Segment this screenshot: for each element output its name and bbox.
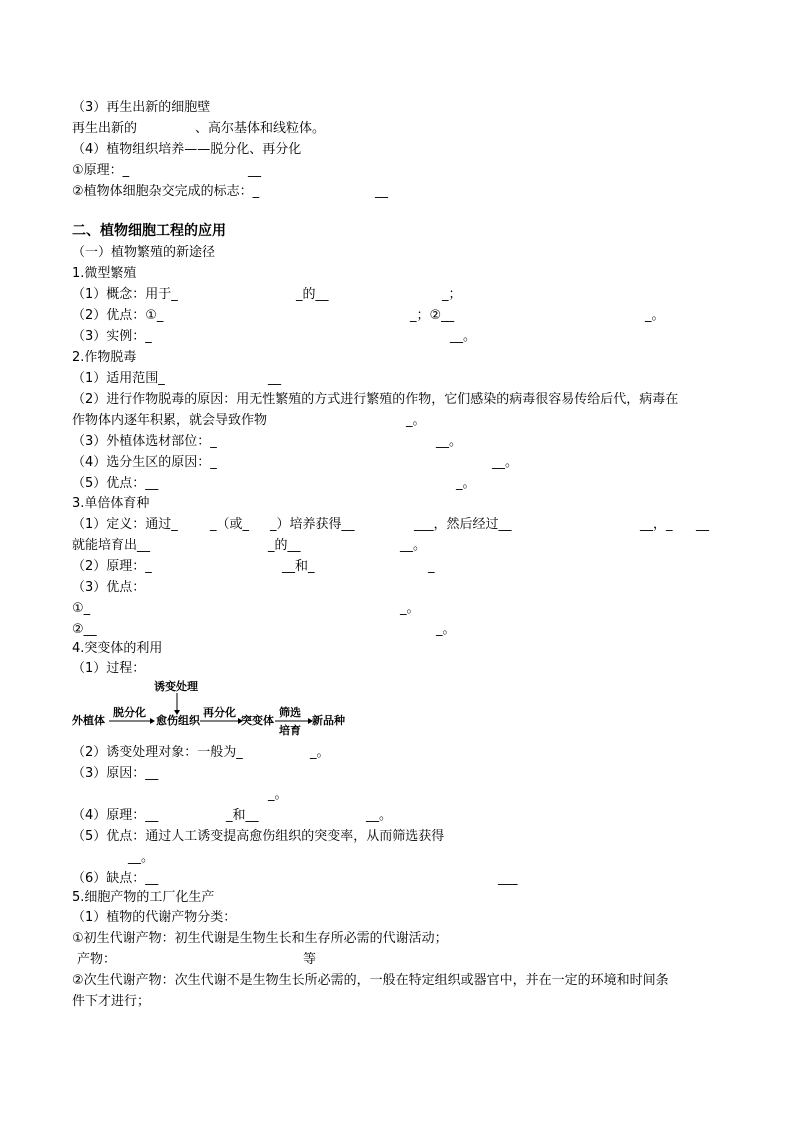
text-line: （5）优点：通过人工诱变提高愈伤组织的突变率，从而筛选获得 <box>72 829 445 844</box>
text-line: （2）进行作物脱毒的原因：用无性繁殖的方式进行繁殖的作物，它们感染的病毒很容易传给后代，病毒在 <box>72 392 679 407</box>
section-heading: 二、植物细胞工程的应用 <box>72 223 226 239</box>
flow-edge-redifferentiation: 再分化 <box>203 706 236 719</box>
text-line: 2.作物脱毒 <box>72 350 137 365</box>
text-line: （1）植物的代谢产物分类： <box>72 910 237 925</box>
text-line: （2）优点：①_ _；②__ _。 <box>72 308 665 323</box>
text-line: （2）诱变处理对象：一般为_ _。 <box>72 745 330 760</box>
text-line: 产物： 等 <box>77 952 317 967</box>
text-line: 1.微型繁殖 <box>72 266 137 281</box>
text-line: ②__ _。 <box>72 622 456 637</box>
text-line: （1）适用范围_ __ <box>72 371 281 386</box>
text-line: （5）优点：__ _。 <box>72 476 476 491</box>
text-line: __。 <box>128 850 155 865</box>
text-line: （2）原理：_ __和_ _ <box>72 559 435 574</box>
text-line: （4）植物组织培养——脱分化、再分化 <box>72 142 302 157</box>
text-line: 3.单倍体育种 <box>72 496 150 511</box>
text-line: ①_ _。 <box>72 601 420 616</box>
text-line: （3）实例：_ __。 <box>72 329 477 344</box>
text-line: （3）再生出新的细胞壁 <box>72 100 211 115</box>
text-line: 4.突变体的利用 <box>72 641 163 656</box>
flow-edge-screening: 筛选 <box>279 706 301 719</box>
text-line: （3）优点： <box>72 580 146 595</box>
flow-node-new-variety: 新品种 <box>312 714 345 727</box>
text-line: （1）概念：用于_ _的__ _； <box>72 287 462 302</box>
flow-node-explant: 外植体 <box>72 714 105 727</box>
text-line: 作物体内逐年积累，就会导致作物 _。 <box>72 413 426 428</box>
text-line: ②次生代谢产物：次生代谢不是生物生长所必需的，一般在特定组织或器官中，并在一定的环境和时间条 <box>72 973 669 988</box>
text-line: （1）过程： <box>72 661 146 676</box>
text-line: 5.细胞产物的工厂化生产 <box>72 890 215 905</box>
flow-treatment-label: 诱变处理 <box>154 680 198 693</box>
process-flow-diagram <box>72 678 372 738</box>
text-line: ②植物体细胞杂交完成的标志：_ __ <box>72 184 388 199</box>
text-line: （6）缺点：__ ___ <box>72 871 518 886</box>
text-line: 件下才进行； <box>72 994 151 1009</box>
text-line: 就能培育出__ _的__ __。 <box>72 538 427 553</box>
text-line: （一）植物繁殖的新途径 <box>72 245 216 260</box>
flow-node-callus: 愈伤组织 <box>156 714 200 727</box>
text-line: ①初生代谢产物：初生代谢是生物生长和生存所必需的代谢活动； <box>72 931 448 946</box>
text-line: ①原理：_ __ <box>72 163 261 178</box>
flow-edge-dedifferentiation: 脱分化 <box>113 706 146 719</box>
text-line: _。 <box>268 787 288 802</box>
flow-node-mutant: 突变体 <box>241 714 274 727</box>
flow-edge-breeding: 培育 <box>279 724 301 737</box>
text-line: （3）外植体选材部位：_ __。 <box>72 434 463 449</box>
text-line: （3）原因：__ <box>72 766 159 781</box>
text-line: （4）原理：__ _和__ __。 <box>72 808 393 823</box>
text-line: （4）选分生区的原因：_ __。 <box>72 455 519 470</box>
text-line: （1）定义：通过_ _（或_ _）培养获得__ ___，然后经过__ __，_ __ <box>72 517 709 532</box>
text-line: 再生出新的 、高尔基体和线粒体。 <box>72 121 326 136</box>
